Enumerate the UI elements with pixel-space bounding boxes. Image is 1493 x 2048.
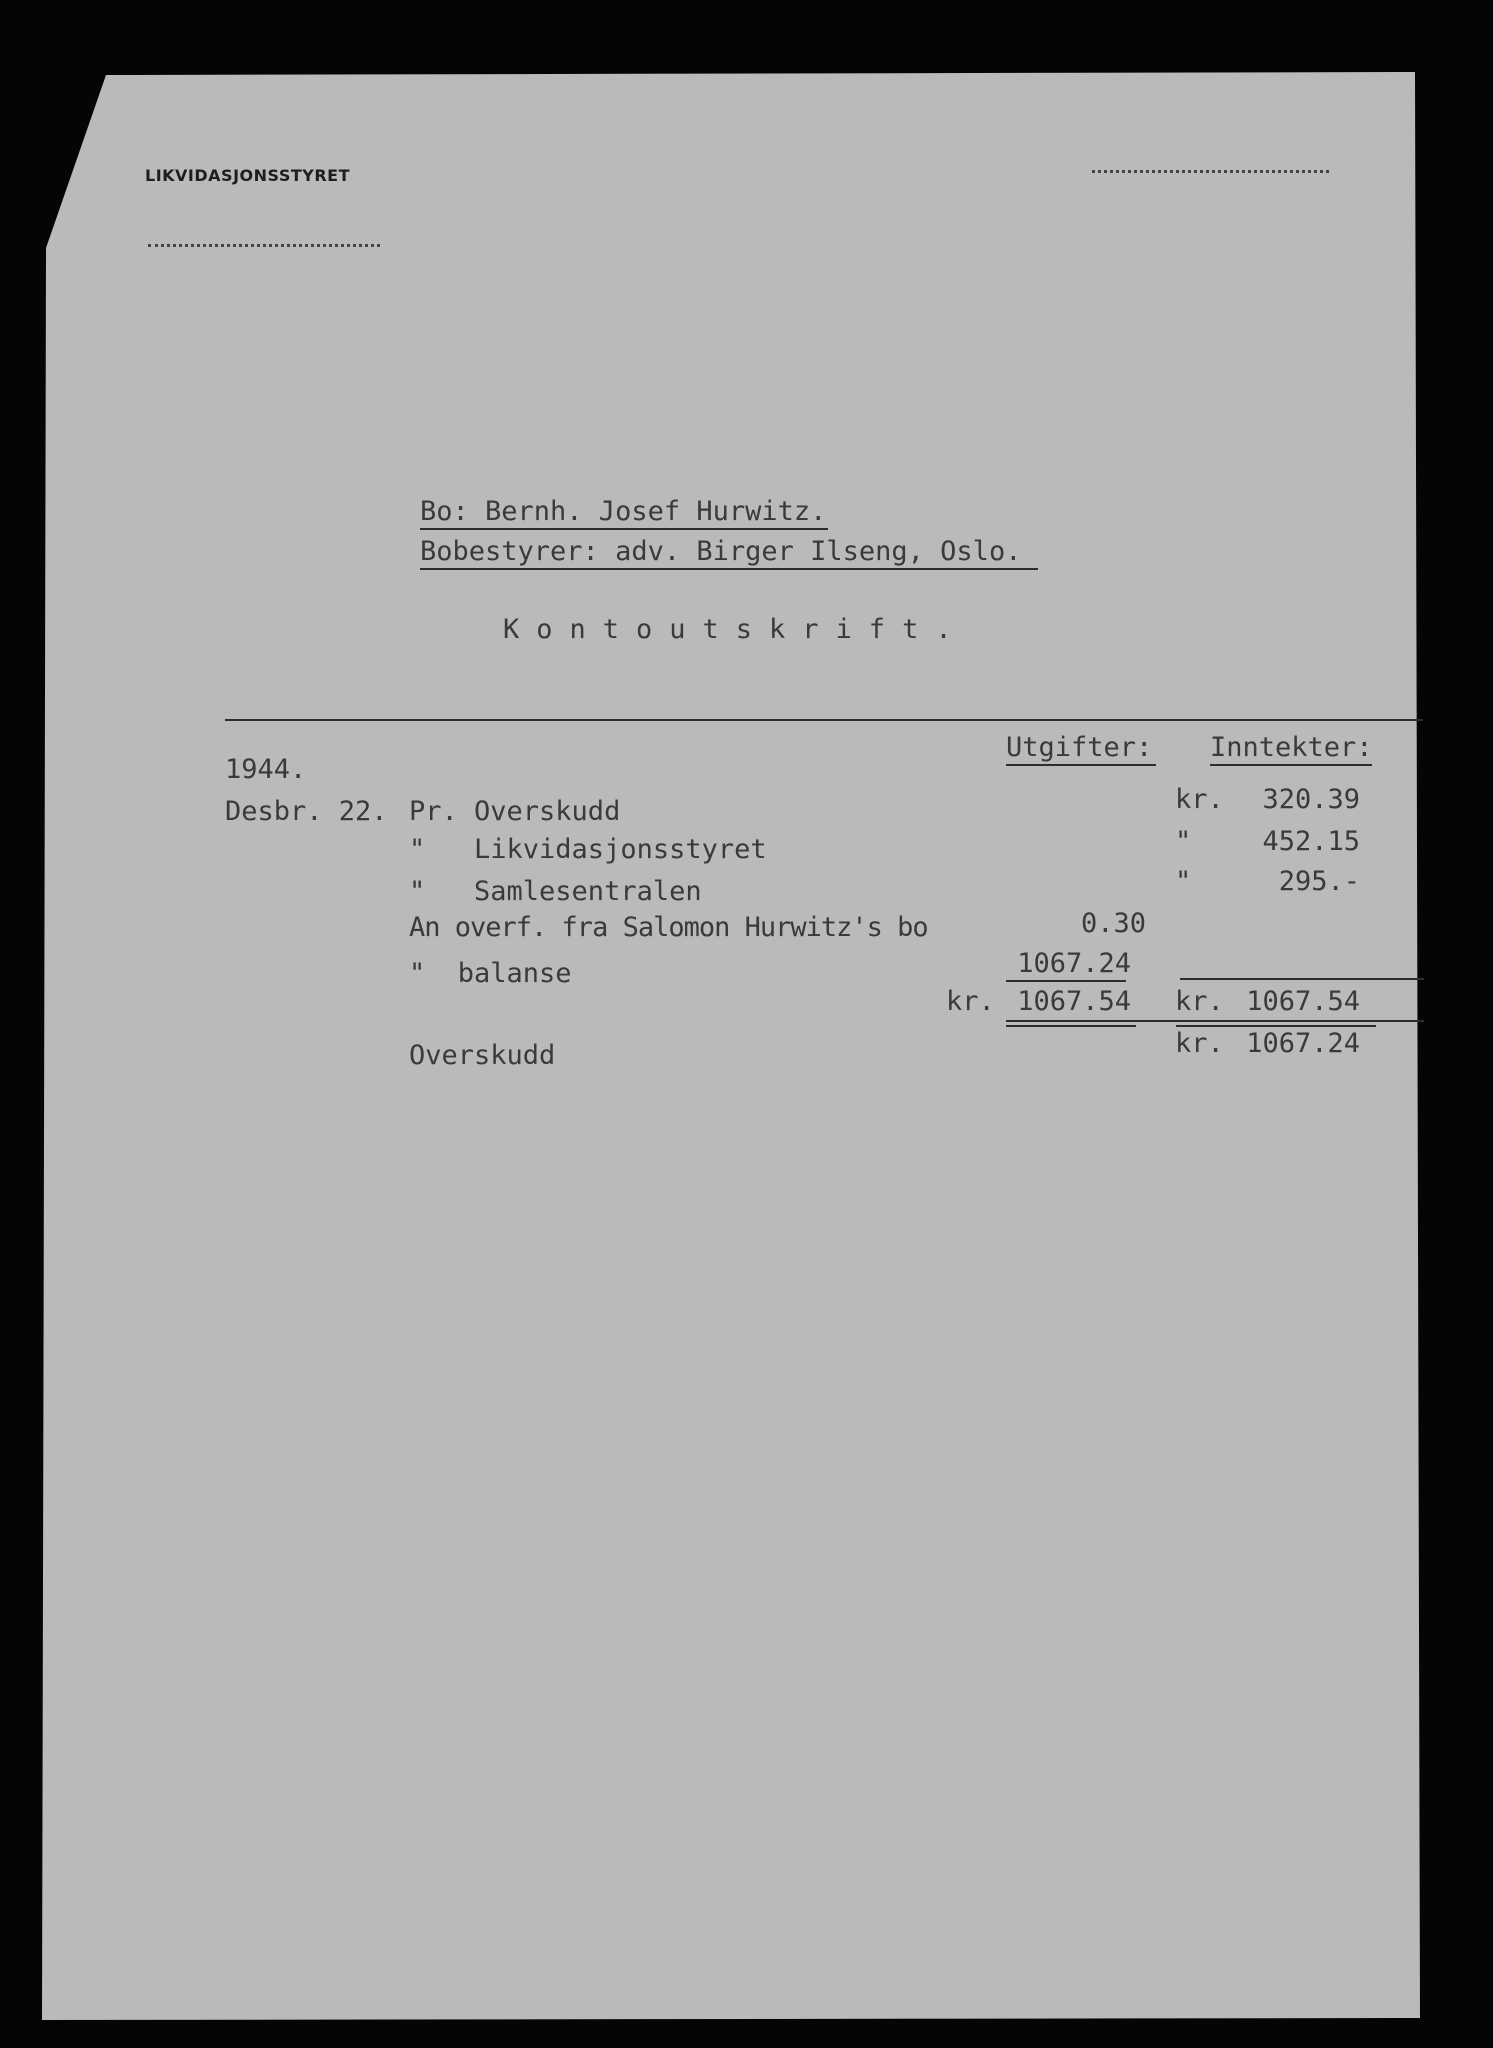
ledger-row-text: " Samlesentralen (409, 876, 702, 907)
letterhead-dotted-line-right (1092, 170, 1329, 173)
ledger-row-income-prefix: " (1175, 866, 1192, 897)
letterhead-org: LIKVIDASJONSSTYRET (145, 166, 351, 185)
income-subtotal-rule (1180, 978, 1424, 980)
ledger-top-rule (225, 719, 1423, 721)
surplus-value: 1067.24 (1246, 1028, 1360, 1059)
column-header-expenses-underline (1006, 764, 1156, 766)
total-expense: 1067.54 (1017, 986, 1131, 1017)
expense-subtotal-rule (1006, 980, 1126, 982)
total-income-prefix: kr. (1175, 986, 1224, 1017)
column-header-income-underline (1210, 764, 1372, 766)
ledger-row-expense: 1067.24 (1017, 948, 1131, 979)
total-expense-prefix: kr. (946, 986, 995, 1017)
estate-name-underline (420, 528, 828, 530)
ledger-row-text: An overf. fra Salomon Hurwitz's bo (409, 912, 928, 943)
estate-administrator: Bobestyrer: adv. Birger Ilseng, Oslo. (420, 536, 1022, 567)
ledger-row-income-prefix: kr. (1175, 784, 1224, 815)
ledger-row-income-prefix: " (1175, 826, 1192, 857)
ledger-row-expense: 0.30 (1080, 908, 1146, 939)
ledger-row-income: 452.15 (1262, 826, 1360, 857)
total-income: 1067.54 (1246, 986, 1360, 1017)
ledger-row-text: " Likvidasjonsstyret (409, 834, 767, 865)
ledger-year: 1944. (225, 754, 307, 785)
column-header-income: Inntekter: (1210, 732, 1373, 763)
document-title: Kontoutskrift. (503, 614, 969, 645)
ledger-row-income: 320.39 (1262, 784, 1360, 815)
ledger-row-text: " balanse (409, 958, 572, 989)
totals-rule-1 (1006, 1020, 1424, 1022)
totals-rule-3 (1176, 1025, 1376, 1027)
letterhead-dotted-line-left (148, 244, 380, 247)
column-header-expenses: Utgifter: (1006, 732, 1153, 763)
ledger-row-income: 295.- (1278, 866, 1360, 897)
estate-name: Bo: Bernh. Josef Hurwitz. (420, 496, 827, 527)
ledger-row-date: Desbr. 22. (225, 796, 388, 827)
surplus-prefix: kr. (1175, 1028, 1224, 1059)
surplus-label: Overskudd (409, 1040, 556, 1071)
estate-administrator-underline (420, 568, 1038, 570)
totals-rule-2 (1006, 1025, 1136, 1027)
ledger-row-text: Pr. Overskudd (409, 796, 621, 827)
